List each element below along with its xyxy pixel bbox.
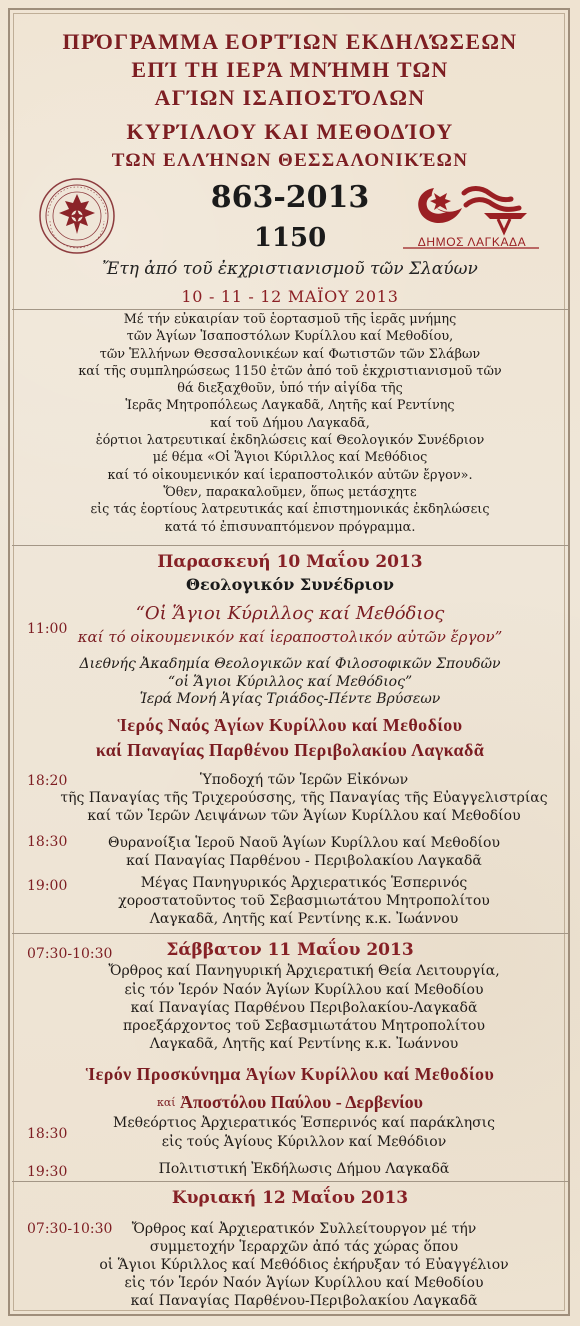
header-line-4: ΚΥΡΊΛΛΟΥ ΚΑΙ ΜΕΘΟΔΊΟΥ [126, 119, 454, 144]
friday-org-3: Ἱερά Μονή Ἁγίας Τριάδος-Πέντε Βρύσεων [139, 691, 441, 707]
friday-event-2-line-3: καί τῶν Ἱερῶν Λειψάνων τῶν Ἁγίων Κυρίλλου καί Μεθοδίου [87, 808, 521, 824]
logo-label: ΔΗΜΟΣ ΛΑΓΚΑΔΑ [417, 235, 527, 249]
divider-friday [12, 545, 568, 546]
friday-event-4-line-2: χοροστατοῦντος τοῦ Σεβασμιωτάτου Μητροπολίτου [118, 893, 490, 909]
friday-quote-2: καί τό οἰκουμενικόν καί ἱεραποστολικόν αὐτῶν ἔργον” [77, 628, 503, 646]
saturday-event-1-line-5: Λαγκαδᾶ, Λητῆς καί Ρεντίνης κ.κ. Ἰωάννου [149, 1036, 459, 1052]
saturday-event-2-line-2: εἰς τούς Ἁγίους Κύριλλον καί Μεθόδιον [161, 1134, 447, 1150]
saturday-venue-2: Ἀποστόλου Παύλου - Δερβενίου [180, 1092, 424, 1112]
intro-line: καί τῆς συμπληρώσεως 1150 ἐτῶν ἀπό τοῦ ἐκχριστιανισμοῦ τῶν [78, 363, 502, 379]
saturday-time-3: 19:30 [27, 1164, 68, 1180]
friday-venue-2: καί Παναγίας Παρθένου Περιβολακίου Λαγκαδᾶ [95, 740, 485, 760]
sunday-event-1-line-5: καί Παναγίας Παρθένου-Περιβολακίου Λαγκαδᾶ [130, 1293, 478, 1309]
header-line-5: ΤΩΝ ΕΛΛΉΝΩΝ ΘΕΣΣΑΛΟΝΙΚΈΩΝ [111, 150, 469, 171]
intro-line: καί τό οἰκουμενικόν καί ἱεραποστολικόν αὐτῶν ἔργον». [107, 467, 473, 483]
friday-event-3-line-1: Θυρανοίξια Ἱεροῦ Ναοῦ Ἁγίων Κυρίλλου καί Μεθοδίου [108, 835, 500, 851]
friday-event-2-line-1: Ὑποδοχή τῶν Ἱερῶν Εἰκόνων [199, 772, 409, 788]
friday-time-1: 11:00 [27, 621, 68, 637]
saturday-event-2-line-1: Μεθεόρτιος Ἀρχιερατικός Ἑσπερινός καί παράκλησις [113, 1115, 495, 1131]
saturday-venue-1: Ἱερόν Προσκύνημα Ἁγίων Κυρίλλου καί Μεθοδίου [85, 1064, 495, 1084]
intro-line: μέ θέμα «Οἱ Ἅγιοι Κύριλλος καί Μεθόδιος [152, 450, 428, 466]
intro-line: καί τοῦ Δήμου Λαγκαδᾶ, [210, 415, 370, 431]
friday-quote-1: “Οἱ Ἅγιοι Κύριλλος καί Μεθόδιος [135, 603, 445, 624]
intro-line: Μέ τήν εὐκαιρίαν τοῦ ἑορτασμοῦ τῆς ἱερᾶς μνήμης [123, 312, 457, 327]
saturday-title: Σάββατον 11 Μαΐου 2013 [166, 940, 414, 960]
friday-event-4-line-1: Μέγας Πανηγυρικός Ἀρχιερατικός Ἑσπερινός [140, 875, 468, 891]
friday-time-2: 18:20 [27, 773, 68, 789]
intro-line: κατά τό ἐπισυναπτόμενον πρόγραμμα. [164, 519, 416, 535]
saturday-event-1-line-2: εἰς τόν Ἱερόν Ναόν Ἁγίων Κυρίλλου καί Μεθοδίου [124, 982, 484, 998]
saturday-venue-2-prefix: καί [156, 1096, 176, 1109]
sunday-event-1-line-4: εἰς τόν Ἱερόν Ναόν Ἁγίων Κυρίλλου καί Μεθοδίου [124, 1275, 484, 1291]
saturday-event-1-line-3: καί Παναγίας Παρθένου Περιβολακίου-Λαγκαδᾶ [130, 1000, 478, 1016]
friday-event-2-line-2: τῆς Παναγίας τῆς Τριχερούσσης, τῆς Παναγίας τῆς Εὐαγγελιστρίας [60, 790, 548, 806]
header-line-2: ΕΠΊ ΤΗ ΙΕΡΆ ΜΝΉΜΗ ΤΩΝ [131, 57, 449, 82]
friday-venue-1: Ἱερός Ναός Ἁγίων Κυρίλλου καί Μεθοδίου [117, 715, 463, 735]
header-line-1: ΠΡΌΓΡΑΜΜΑ ΕΟΡΤΊΩΝ ΕΚΔΗΛΏΣΕΩΝ [62, 29, 518, 54]
year-range: 863-2013 [210, 180, 370, 215]
saturday-event-1-line-4: προεξάρχοντος τοῦ Σεβασμιωτάτου Μητροπολίτου [123, 1018, 485, 1034]
header-line-3: ΑΓΊΩΝ ΙΣΑΠΟΣΤΌΛΩΝ [154, 85, 426, 110]
sunday-event-1-line-1: Ὄρθρος καί Ἀρχιερατικόν Συλλείτουργον μέ τήν [131, 1221, 477, 1237]
saturday-event-3-line-1: Πολιτιστική Ἐκδήλωσις Δήμου Λαγκαδᾶ [158, 1161, 450, 1177]
anniversary-caption: Ἔτη ἀπό τοῦ ἐκχριστιανισμοῦ τῶν Σλαύων [102, 259, 478, 279]
intro-text [34, 311, 546, 536]
divider-top [12, 309, 568, 310]
saturday-time-2: 18:30 [27, 1126, 68, 1142]
anniversary-number: 1150 [253, 223, 327, 253]
friday-org-1: Διεθνής Ἀκαδημία Θεολογικῶν καί Φιλοσοφικῶν Σπουδῶν [79, 656, 501, 672]
sunday-title: Κυριακή 12 Μαΐου 2013 [171, 1188, 409, 1208]
divider-saturday [12, 933, 568, 934]
sunday-event-1-line-2: συμμετοχήν Ἱεραρχῶν ἀπό τάς χώρας ὅπου [149, 1239, 459, 1255]
saturday-time-1: 07:30-10:30 [27, 946, 113, 962]
friday-subtitle: Θεολογικόν Συνέδριον [186, 575, 394, 594]
intro-line: τῶν Ἑλλήνων Θεσσαλονικέων καί Φωτιστῶν τῶν Σλάβων [99, 346, 481, 362]
saturday-venue-2-row [0, 1093, 580, 1114]
friday-time-4: 19:00 [27, 878, 68, 894]
friday-event-3-line-2: καί Παναγίας Παρθένου - Περιβολακίου Λαγκαδᾶ [126, 853, 482, 869]
intro-line: Ἱερᾶς Μητροπόλεως Λαγκαδᾶ, Λητῆς καί Ρεντίνης [125, 398, 455, 414]
intro-line: τῶν Ἁγίων Ἰσαποστόλων Κυρίλλου καί Μεθοδίου, [126, 329, 454, 345]
intro-line: ἑόρτιοι λατρευτικαί ἐκδηλώσεις καί Θεολογικόν Συνέδριον [95, 433, 485, 449]
intro-line: εἰς τάς ἑορτίους λατρευτικάς καί ἐπιστημονικάς ἐκδηλώσεις [90, 502, 490, 518]
saturday-event-1-line-1: Ὄρθρος καί Πανηγυρική Ἀρχιερατική Θεία Λειτουργία, [108, 963, 500, 979]
friday-org-2: “οἱ Ἅγιοι Κύριλλος καί Μεθόδιος” [167, 674, 413, 690]
intro-line: θά διεξαχθοῦν, ὑπό τήν αἰγίδα τῆς [177, 381, 403, 397]
sunday-event-1-line-3: οἱ Ἅγιοι Κύριλλος καί Μεθόδιος ἐκήρυξαν τό Εὐαγγέλιον [99, 1257, 509, 1273]
friday-time-3: 18:30 [27, 834, 68, 850]
intro-line: Ὅθεν, παρακαλοῦμεν, ὅπως μετάσχητε [163, 484, 417, 500]
sunday-time-1: 07:30-10:30 [27, 1221, 113, 1237]
divider-sunday [12, 1181, 568, 1182]
friday-title: Παρασκευή 10 Μαΐου 2013 [157, 552, 423, 572]
event-dates: 10 - 11 - 12 ΜΑΪΟΥ 2013 [181, 287, 399, 306]
friday-event-4-line-3: Λαγκαδᾶ, Λητῆς καί Ρεντίνης κ.κ. Ἰωάννου [149, 911, 459, 927]
